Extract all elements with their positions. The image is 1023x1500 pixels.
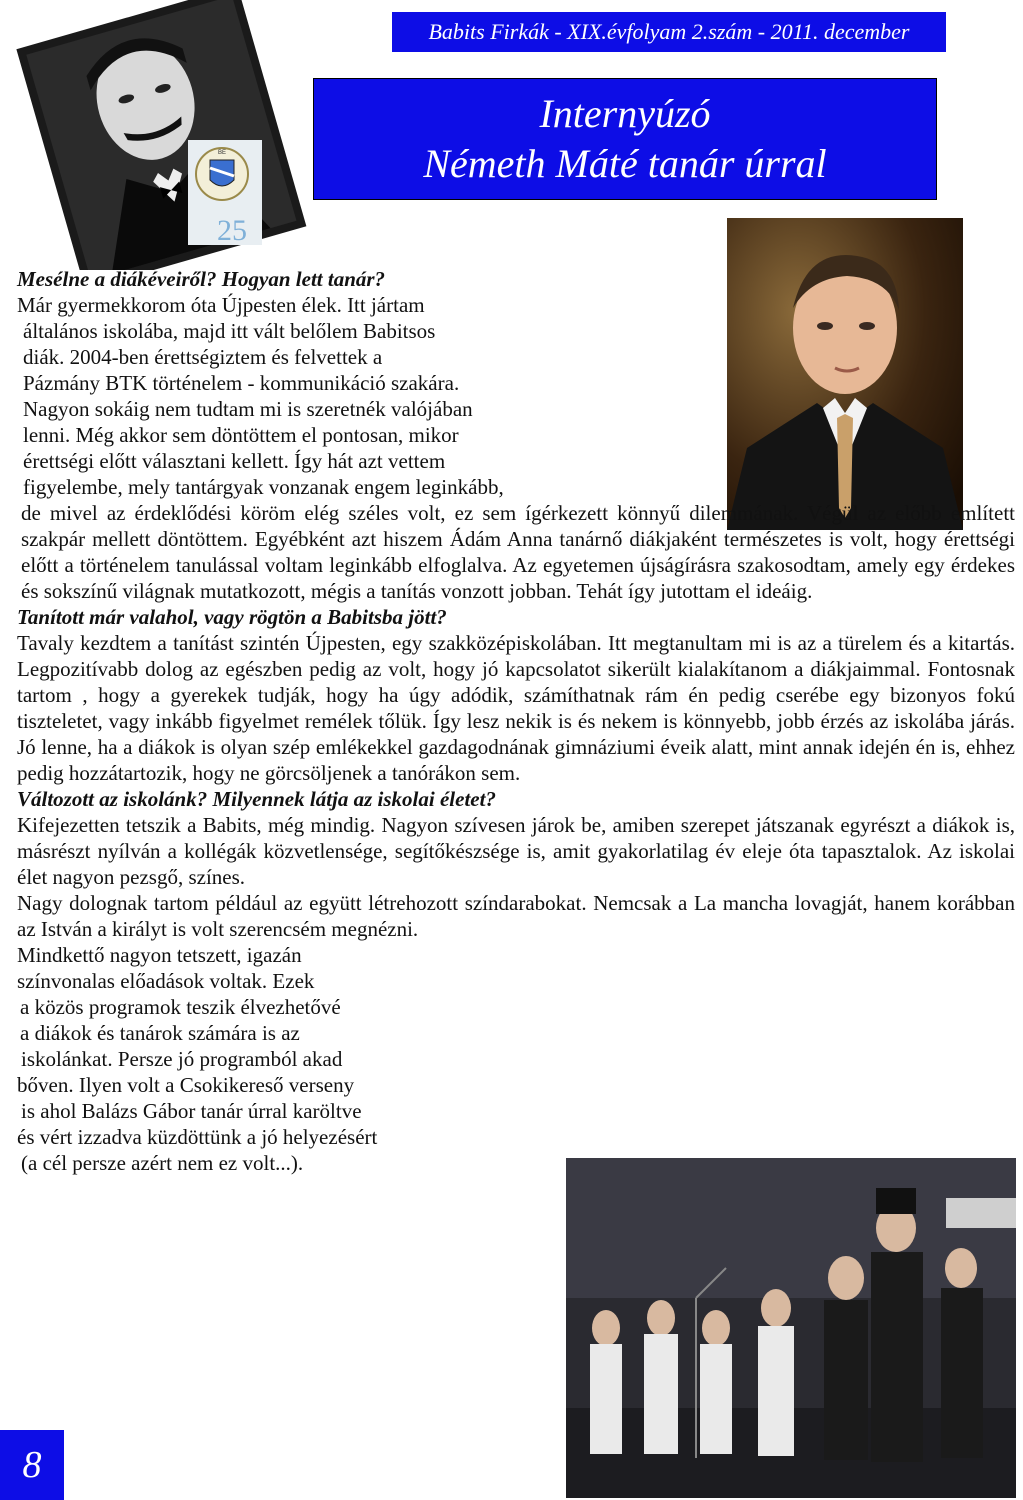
answer-1-line: Pázmány BTK történelem - kommunikáció szakára. [23, 371, 460, 395]
babits-portrait-image [6, 0, 336, 270]
publication-header [392, 12, 946, 52]
answer-3-line: iskolánkat. Persze jó programból akad [21, 1047, 343, 1071]
answer-1-line: lenni. Még akkor sem döntöttem el pontosan, mikor [23, 423, 459, 447]
answer-3-line: (a cél persze azért nem ez volt...). [21, 1151, 304, 1175]
answer-1-line: figyelembe, mely tantárgyak vonzanak engem leginkább, [23, 475, 504, 499]
article-title-line1: Internyúzó [539, 91, 711, 136]
answer-3-line: és vért izzadva küzdöttünk a jó helyezésért [17, 1125, 378, 1149]
answer-1-line: Nagyon sokáig nem tudtam mi is szeretnék valójában [23, 397, 473, 421]
svg-text:BE: BE [217, 150, 227, 156]
answer-3-paragraph-1: Kifejezetten tetszik a Babits, még mindig. Nagyon szívesen járok be, amiben szerepet játszanak egyrészt a diákok is, másrészt nyílván a kollégák közvetlensége, segítőkészsége is, amit gyakorlatilag év eleje óta tapasztalok. Az iskolai élet nagyon pezsgő, színes. [17, 813, 1015, 889]
question-1: Mesélne a diákéveiről? Hogyan lett tanár? [17, 267, 386, 291]
answer-1-line: Már gyermekkorom óta Újpesten élek. Itt jártam [17, 293, 425, 317]
page-number: 8 [0, 1430, 64, 1500]
answer-3-line: is ahol Balázs Gábor tanár úrral karöltve [21, 1099, 362, 1123]
answer-1-line: általános iskolába, majd itt vált belőlem Babitsos [23, 319, 436, 343]
school-performance-photo [566, 1158, 1016, 1498]
question-3: Változott az iskolánk? Milyennek látja az iskolai életet? [17, 787, 496, 811]
answer-3-line: a közös programok teszik élvezhetővé [20, 995, 341, 1019]
school-crest-logo [188, 140, 262, 245]
answer-1-line: diák. 2004-ben érettségiztem és felvettek a [23, 345, 383, 369]
article-title-line2: Németh Máté tanár úrral [423, 141, 827, 186]
publication-line: Babits Firkák - XIX.évfolyam 2.szám - 2011. december [428, 19, 910, 44]
answer-3-paragraph-2: Nagy dolognak tartom például az együtt létrehozott színdarabokat. Nemcsak a La mancha lovagját, hanem korábban az István a királyt is volt szerencsém megnézni. [17, 891, 1015, 941]
answer-2: Tavaly kezdtem a tanítást szintén Újpesten, egy szakközépiskolában. Itt megtanultam mi is az a türelem és a kitartás. Legpozitívabb dolog az egészben pedig az volt, hogy jó kapcsolatot sikerült kialakítanom a diákjaimmal. Fontosnak tartom , hogy a gyerekek tudják, hogy ha úgy adódik, számíthatnak rám én pedig cserébe egy bizonyos fokú tiszteletet, vagy inkább figyelmet remélek tőlük. Így lesz nekik is és nekem is könnyebb, jobb érzés az iskolába járás. Jó lenne, ha a diákok is olyan szép emlékekkel gazdagodnának gimnáziumi éveik alatt, mint annak idején én is, ehhez pedig hozzátartozik, hogy ne görcsöljenek a tanórákon sem. [17, 631, 1015, 785]
anniversary-number: 25 [217, 214, 247, 245]
question-2: Tanított már valahol, vagy rögtön a Babitsba jött? [17, 605, 447, 629]
article-title-box [313, 78, 937, 200]
answer-1-continued: de mivel az érdeklődési köröm elég széles volt, ez sem ígérkezett könnyű dilemmának. Végül az előbb említett szakpár mellett döntöttem. Egyébként azt hiszem Ádám Anna tanárnő diákjaként természetes is volt, hogy érettségi előtt a történelem tanulással voltam leginkább elfoglalva. Az egyetemen újságírásra szakosodtam, amely egy érdekes és sokszínű világnak mutatkozott, mégis a tanítás vonzott jobban. Tehát így jutottam el ideáig. [21, 501, 1015, 603]
answer-1-line: érettségi előtt választani kellett. Így hát azt vettem [23, 449, 446, 473]
answer-1-column [17, 292, 717, 500]
answer-3-line: színvonalas előadások voltak. Ezek [17, 969, 315, 993]
answer-3-line: bőven. Ilyen volt a Csokikereső verseny [17, 1073, 355, 1097]
answer-3-line: Mindkettő nagyon tetszett, igazán [17, 943, 302, 967]
answer-3-line: a diákok és tanárok számára is az [20, 1021, 300, 1045]
interview-article [17, 266, 1015, 1176]
answer-3-column [17, 942, 557, 1176]
